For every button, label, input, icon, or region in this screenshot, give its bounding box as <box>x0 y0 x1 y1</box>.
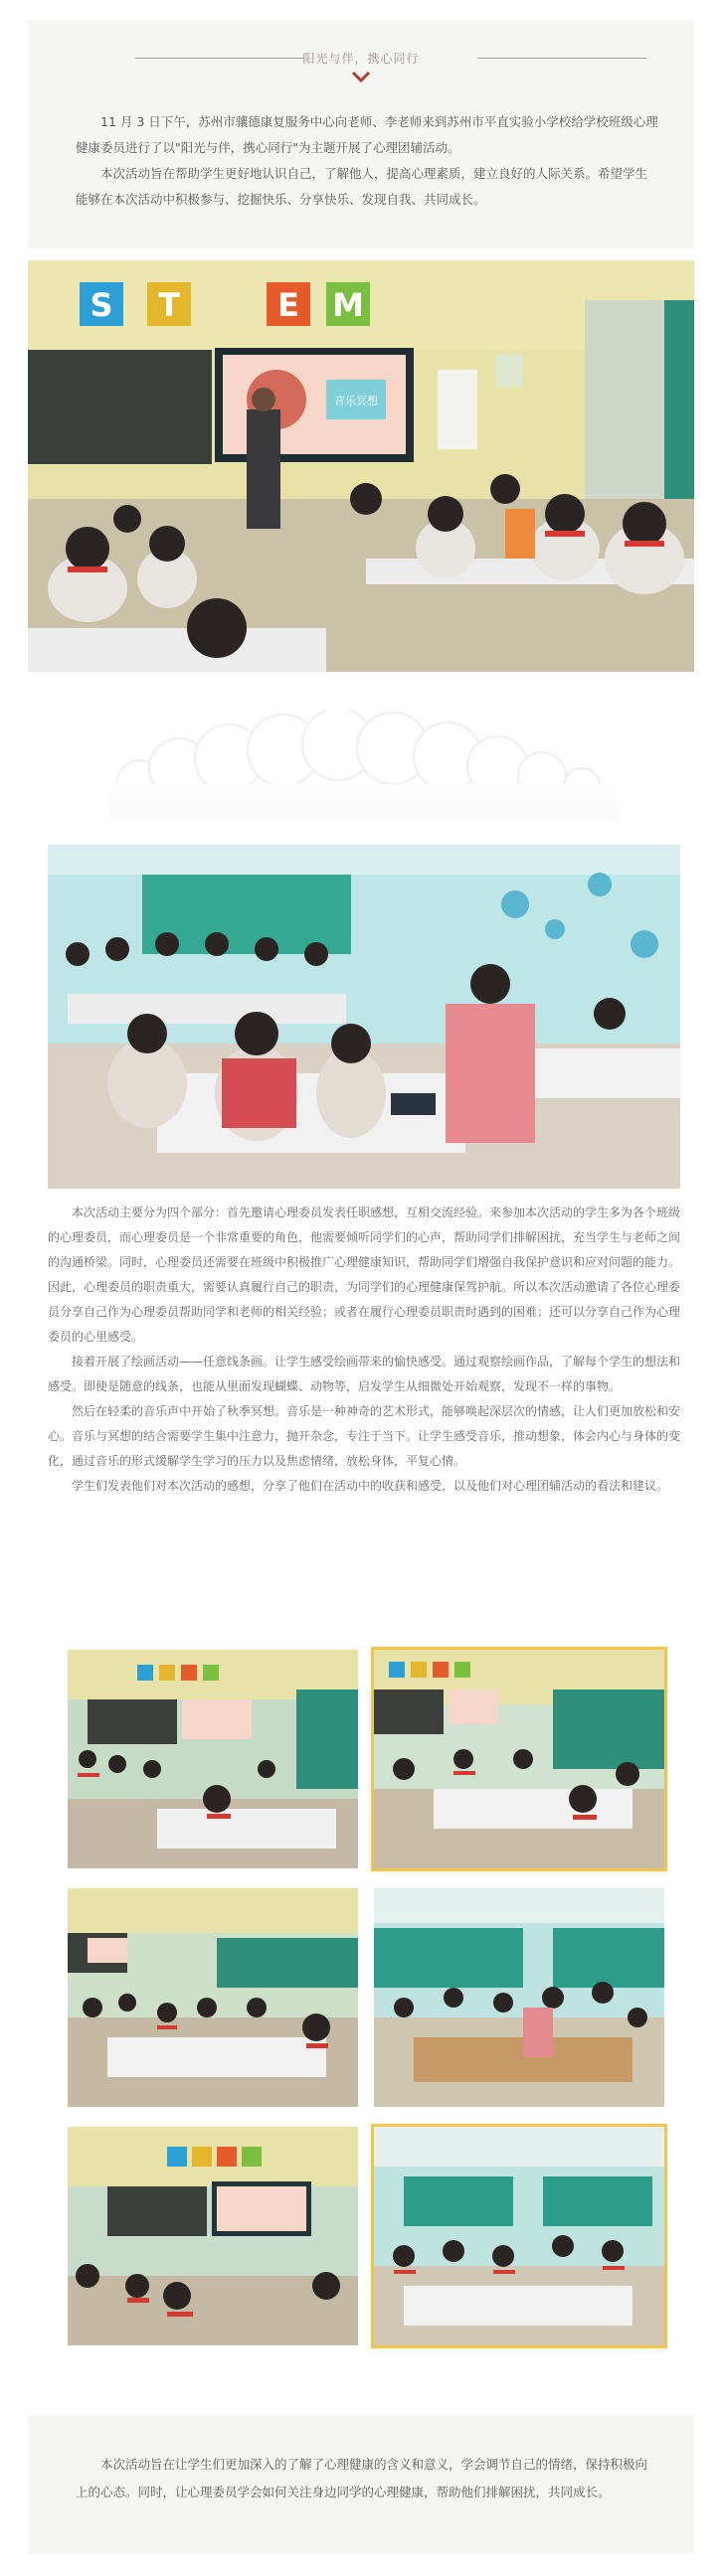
screen-title-text: 音乐冥想 <box>334 395 378 407</box>
intro-paragraph-1: 11 月 3 日下午，苏州市骧德康复服务中心向老师、李老师来到苏州市平直实验小学校给学校班级心理健康委员进行了以"阳光与伴，携心同行"为主题开展了心理团辅活动。 <box>76 114 658 155</box>
photo-gallery <box>68 1650 664 2365</box>
intro-paragraph-2: 本次活动旨在帮助学生更好地认识自己，了解他人，提高心理素质，建立良好的人际关系。希望学生能够在本次活动中积极参与、挖掘快乐、分享快乐、发现自我、共同成长。 <box>76 166 648 207</box>
photo-group-discussion <box>48 845 680 1189</box>
stem-letter-m: M <box>332 286 364 324</box>
intro-box <box>28 20 694 248</box>
body-paragraph-1: 本次活动主要分为四个部分：首先邀请心理委员发表任职感想，互相交流经验。来参加本次活动的学生多为各个班级的心理委员，而心理委员是一个非常重要的角色，他需要倾听同学们的心声，帮助同学们排解困扰，充当学生与老师之间的沟通桥梁。同时，心理委员还需要在班级中积极推广心理健康知识，帮助同学们增强自我保护意识和应对问题的能力。因此，心理委员的职责重大，需要认真履行自己的职责，为同学们的心理健康保驾护航。所以本次活动邀请了各位心理委员分享自己作为心理委员帮助同学和老师的相关经验；或者在履行心理委员职责时遇到的困难；还可以分享自己作为心理委员的心里感受。 <box>48 1206 681 1344</box>
body-paragraph-3: 然后在轻柔的音乐声中开始了秋季冥想。音乐是一种神奇的艺术形式，能够唤起深层次的情感，让人们更加放松和安心。音乐与冥想的结合需要学生集中注意力，抛开杂念，专注于当下。让学生感受音乐，推动想象，体会内心与身体的变化，通过音乐的形式缓解学生学习的压力以及焦虑情绪，放松身体，平复心情。 <box>48 1404 681 1468</box>
gallery-photo-1 <box>68 1650 358 1868</box>
outro-paragraph: 本次活动旨在让学生们更加深入的了解了心理健康的含义和意义，学会调节自己的情绪，保持积极向上的心态。同时，让心理委员学会如何关注身边同学的心理健康，帮助他们排解困扰，共同成长。 <box>76 2457 648 2499</box>
stem-letter-t: T <box>158 286 180 324</box>
stem-letter-s: S <box>90 286 113 324</box>
gallery-photo-4 <box>374 1888 664 2107</box>
chevron-down-icon <box>350 70 372 83</box>
outro-box <box>28 2415 694 2554</box>
article-body <box>48 1201 680 1499</box>
title-rule-right <box>477 58 646 59</box>
gallery-photo-6 <box>374 2127 664 2345</box>
stem-letter-e: E <box>277 286 299 324</box>
gallery-photo-5 <box>68 2127 358 2345</box>
body-paragraph-4: 学生们发表他们对本次活动的感想，分享了他们在活动中的收获和感受，以及他们对心理团辅活动的看法和建议。 <box>72 1479 669 1493</box>
gallery-photo-3 <box>68 1888 358 2107</box>
cloud-divider <box>70 711 656 820</box>
gallery-photo-2 <box>374 1650 664 1868</box>
theme-title: 阳光与伴，携心同行 <box>302 52 420 66</box>
body-paragraph-2: 接着开展了绘画活动——任意线条画。让学生感受绘画带来的愉快感受。通过观察绘画作品，了解每个学生的想法和感受。即使是随意的线条，也能从里面发现蝴蝶、动物等，启发学生从细微处开始观察，发现不一样的事物。 <box>48 1355 681 1393</box>
photo-stem-classroom <box>28 260 694 672</box>
